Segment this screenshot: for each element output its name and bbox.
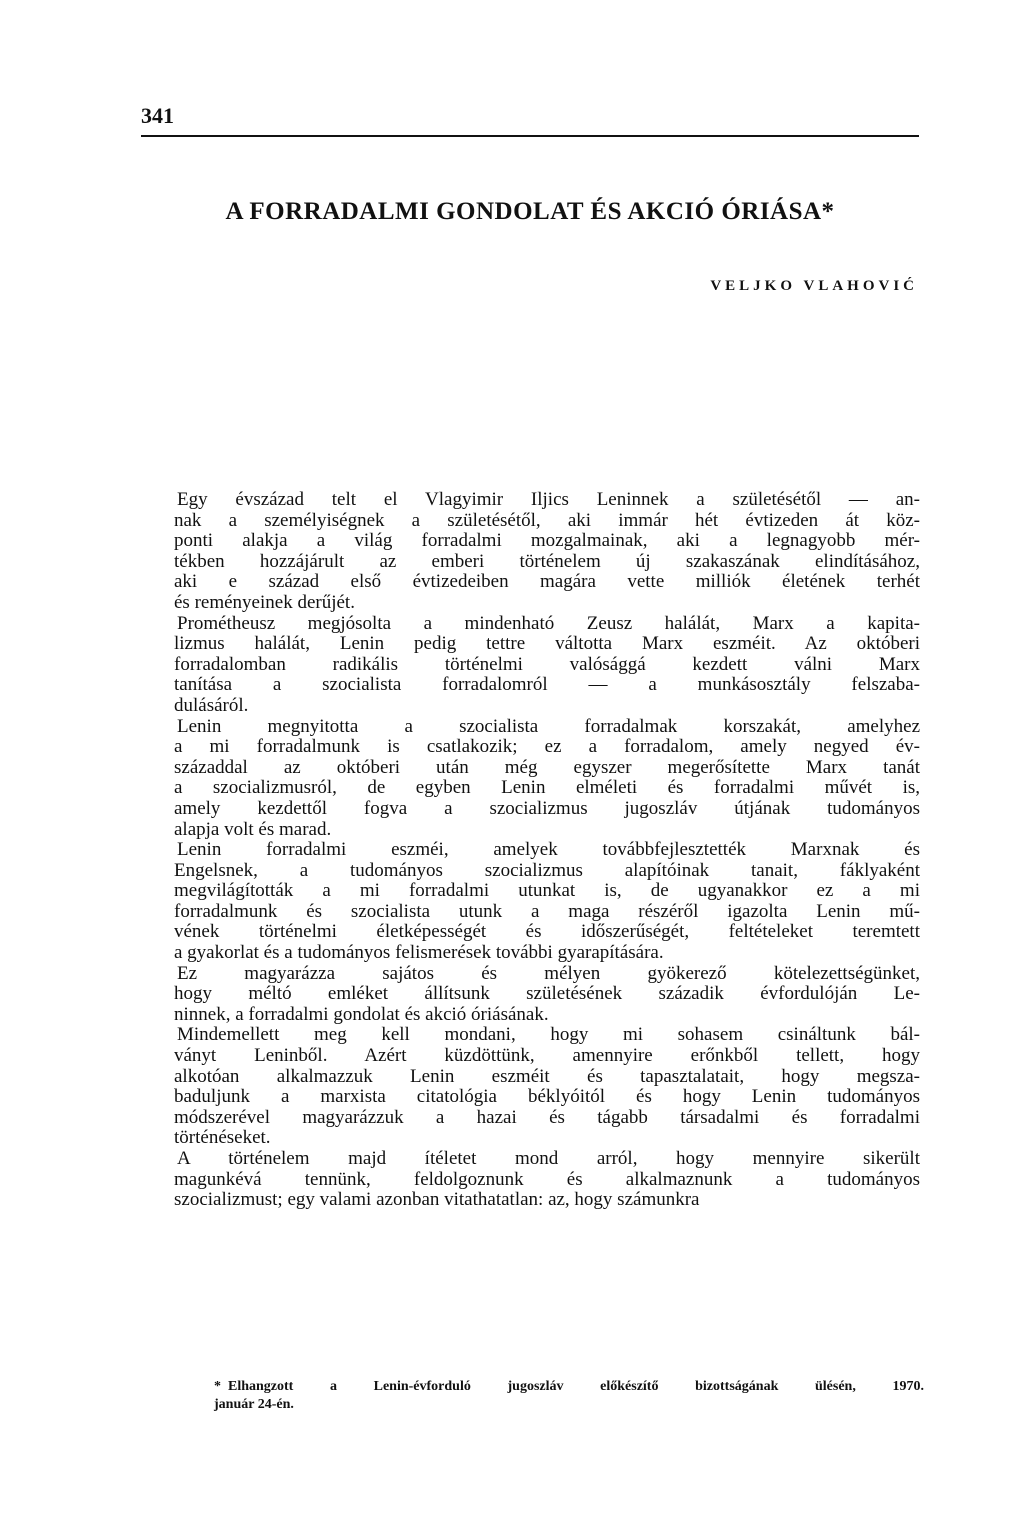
text-line: a mi forradalmunk is csatlakozik; ez a forradalom, amely negyed év- bbox=[174, 736, 920, 758]
text-line: ninnek, a forradalmi gondolat és akció óriásának. bbox=[174, 1003, 549, 1025]
text-line: amely kezdettől fogva a szocializmus jugoszláv útjának tudományos bbox=[174, 797, 920, 819]
text-line: Egy évszázad telt el Vlagyimir Iljics Leninnek a születésétől — an- bbox=[177, 489, 920, 510]
text-line: Prométheusz megjósolta a mindenható Zeusz halálát, Marx a kapita- bbox=[177, 612, 920, 634]
text-line: szocializmust; egy valami azonban vitathatatlan: az, hogy számunkra bbox=[174, 1189, 700, 1211]
article-title: A FORRADALMI GONDOLAT ÉS AKCIÓ ÓRIÁSA* bbox=[225, 198, 835, 225]
text-line: Lenin megnyitotta a szocialista forradalmak korszakát, amelyhez bbox=[177, 715, 920, 737]
paragraph bbox=[174, 840, 920, 964]
text-line: a gyakorlat és a tudományos felismerések további gyarapítására. bbox=[174, 942, 664, 964]
text-line: A történelem majd ítéletet mond arról, hogy mennyire sikerült bbox=[177, 1148, 920, 1169]
paragraph bbox=[174, 964, 920, 1026]
paragraph bbox=[174, 490, 920, 614]
text-line: forradalomban radikális történelmi valósággá kezdett válni Marx bbox=[174, 653, 920, 675]
text-line: Mindemellett meg kell mondani, hogy mi sohasem csináltunk bál- bbox=[177, 1024, 920, 1046]
paragraph bbox=[174, 614, 920, 717]
text-line: nak a személyiségnek a születésétől, aki immár hét évtizeden át köz- bbox=[174, 509, 920, 531]
text-line: hogy méltó emléket állítsunk születésének századik évfordulóján Le- bbox=[174, 983, 920, 1005]
footnote-text: január 24-én. bbox=[214, 1397, 294, 1412]
text-line: Lenin forradalmi eszméi, amelyek továbbfejlesztették Marxnak és bbox=[177, 839, 920, 861]
text-line: és reményeinek derűjét. bbox=[174, 591, 355, 613]
header-rule bbox=[141, 135, 919, 137]
footnote-text: Elhangzott a Lenin-évforduló jugoszláv előkészítő bizottságának ülésén, 1970. bbox=[228, 1379, 924, 1394]
text-line: alapja volt és marad. bbox=[174, 818, 332, 840]
text-line: tanítása a szocialista forradalomról — a munkásosztály felszaba- bbox=[174, 674, 920, 696]
text-line: ványt Leninből. Azért küzdöttünk, amennyire erőnkből tellett, hogy bbox=[174, 1045, 920, 1067]
article-body bbox=[174, 490, 920, 1211]
paragraph bbox=[174, 1025, 920, 1149]
footnote-marker: * bbox=[214, 1379, 221, 1394]
text-line: magunkévá tennünk, feldolgoznunk és alkalmaznunk a tudományos bbox=[174, 1168, 920, 1190]
paragraph bbox=[174, 717, 920, 841]
footnote bbox=[214, 1378, 924, 1414]
text-line: baduljunk a marxista citatológia béklyóitól és hogy Lenin tudományos bbox=[174, 1086, 920, 1108]
text-line: történéseket. bbox=[174, 1127, 271, 1149]
text-line: századdal az októberi után még egyszer megerősítette Marx tanát bbox=[174, 756, 920, 778]
text-line: módszerével magyarázzuk a hazai és tágabb társadalmi és forradalmi bbox=[174, 1106, 920, 1128]
text-line: forradalmunk és szocialista utunk a maga részéről igazolta Lenin mű- bbox=[174, 900, 920, 922]
text-line: vének történelmi életképességét és időszerűségét, feltételeket teremtett bbox=[174, 921, 920, 943]
text-line: a szocializmusról, de egyben Lenin elméleti és forradalmi művét is, bbox=[174, 777, 920, 799]
text-line: megvilágították a mi forradalmi utunkat is, de ugyanakkor ez a mi bbox=[174, 880, 920, 902]
text-line: aki e század első évtizedeiben magára vette milliók életének terhét bbox=[174, 571, 920, 593]
text-line: lizmus halálát, Lenin pedig tettre váltotta Marx eszméit. Az októberi bbox=[174, 633, 920, 655]
text-line: ponti alakja a világ forradalmi mozgalmainak, aki a legnagyobb mér- bbox=[174, 530, 920, 552]
text-line: alkotóan alkalmazzuk Lenin eszméit és tapasztalatait, hogy megsza- bbox=[174, 1065, 920, 1087]
page-number: 341 bbox=[141, 103, 174, 128]
author-name: VELJKO VLAHOVIĆ bbox=[710, 278, 918, 294]
footnote-line bbox=[214, 1378, 924, 1396]
text-line: dulásáról. bbox=[174, 694, 249, 716]
footnote-line bbox=[214, 1396, 924, 1414]
text-line: tékben hozzájárult az emberi történelem új szakaszának elindításához, bbox=[174, 550, 920, 572]
text-line: Ez magyarázza sajátos és mélyen gyökerező kötelezettségünket, bbox=[177, 962, 920, 984]
paragraph bbox=[174, 1149, 920, 1211]
text-line: Engelsnek, a tudományos szocializmus alapítóinak tanait, fáklyaként bbox=[174, 859, 920, 881]
